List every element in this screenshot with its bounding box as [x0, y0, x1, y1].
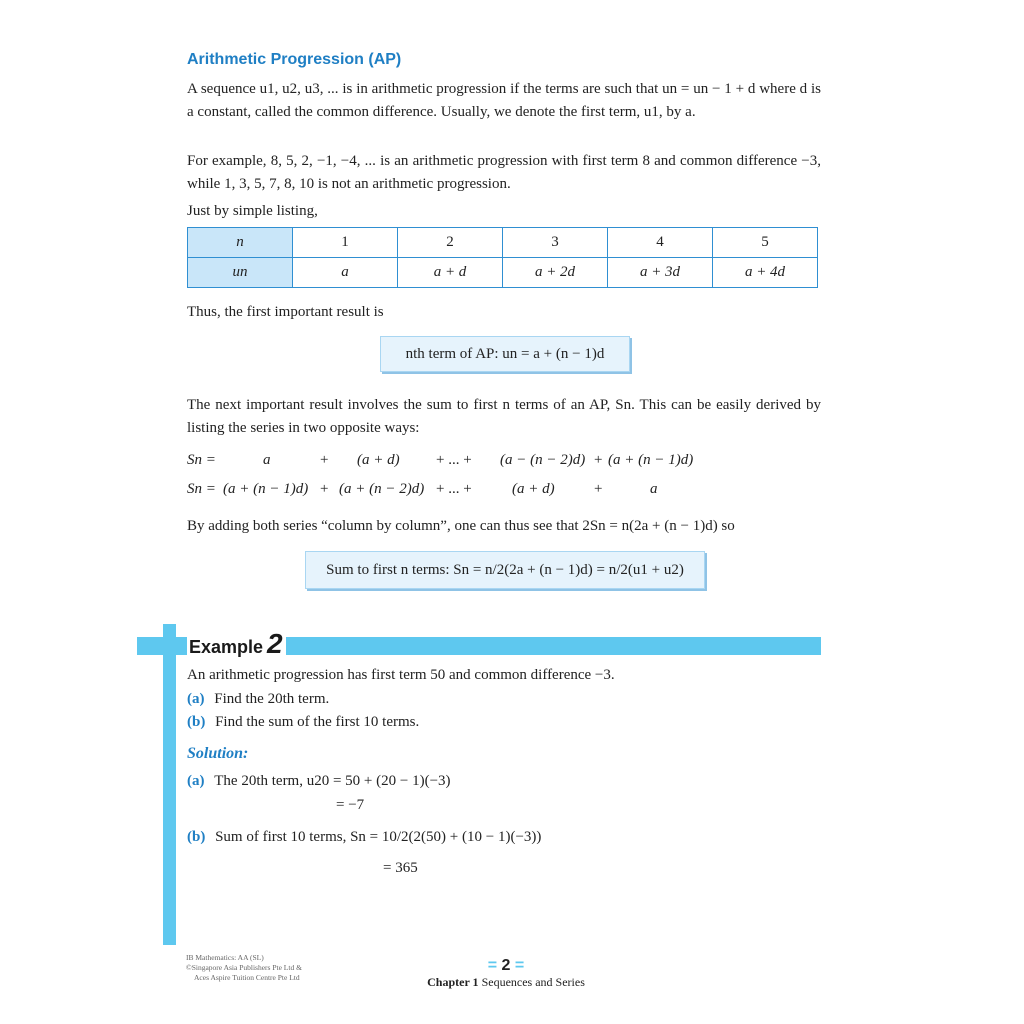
nth-term-formula: nth term of AP: un = a + (n − 1)d: [405, 346, 605, 362]
series-term: (a + (n − 1)d): [223, 481, 309, 497]
sum-formula-box: [305, 551, 705, 589]
example-problem: An arithmetic progression has first term 50 and common difference −3.: [187, 667, 615, 683]
part-text: Find the 20th term.: [214, 691, 330, 707]
solution-b-line2: = 365: [383, 860, 418, 876]
solution-b-line1: Sum of first 10 terms, Sn = 10/2(2(50) + (10 − 1)(−3)): [215, 829, 542, 845]
solution-tag: (b): [187, 829, 206, 845]
table-cell: a + 4d: [713, 258, 818, 288]
example-part-b: [187, 711, 419, 734]
page-number-value: 2: [501, 957, 511, 974]
series-term: (a + d): [357, 452, 400, 468]
series-line-2: [0, 481, 1024, 503]
nth-term-formula-box: [380, 336, 630, 372]
page-number: [0, 957, 1012, 975]
series-term: Sn =: [187, 452, 216, 468]
solution-b: [187, 826, 541, 849]
chapter-label: Chapter 1: [427, 975, 479, 989]
series-term: (a − (n − 2)d): [500, 452, 586, 468]
table-header-un: un: [188, 258, 293, 288]
chapter-footer: [0, 975, 1012, 990]
intro-paragraph: A sequence u1, u2, u3, ... is in arithmetic progression if the terms are such that un = un − 1 + d where d is a constant, called the common difference. Usually, we denote the first term, u1, by a.: [187, 81, 821, 120]
sum-intro-paragraph: The next important result involves the sum to first n terms of an AP, Sn. This can be easily derived by listing the series in two opposite ways:: [187, 397, 821, 436]
listing-text: Just by simple listing,: [187, 203, 318, 219]
table-cell: 3: [503, 228, 608, 258]
page-number-bar-icon: =: [510, 957, 525, 974]
terms-table: [187, 227, 818, 288]
table-cell: a + 2d: [503, 258, 608, 288]
table-row: [188, 228, 818, 258]
part-tag: (a): [187, 691, 205, 707]
table-cell: a + 3d: [608, 258, 713, 288]
example-part-a: [187, 688, 329, 711]
solution-tag: (a): [187, 773, 205, 789]
part-tag: (b): [187, 714, 206, 730]
series-op: +: [320, 481, 329, 497]
example-heading: [187, 628, 286, 660]
example-bar-vertical: [163, 624, 176, 945]
footer-line: ©Singapore Asia Publishers Pte Ltd &: [186, 963, 302, 972]
example-paragraph: For example, 8, 5, 2, −1, −4, ... is an arithmetic progression with first term 8 and common difference −3, while 1, 3, 5, 7, 8, 10 is not an arithmetic progression.: [187, 153, 821, 192]
series-term: a: [263, 452, 271, 468]
section-title: Arithmetic Progression (AP): [187, 51, 402, 68]
table-cell: 4: [608, 228, 713, 258]
series-term: Sn =: [187, 481, 216, 497]
series-term: (a + (n − 1)d): [608, 452, 694, 468]
example-number: 2: [267, 628, 283, 659]
solution-a-line1: The 20th term, u20 = 50 + (20 − 1)(−3): [214, 773, 451, 789]
footer-line: Aces Aspire Tuition Centre Pte Ltd: [194, 973, 300, 982]
part-text: Find the sum of the first 10 terms.: [215, 714, 420, 730]
table-cell: a: [293, 258, 398, 288]
series-op: +: [594, 452, 603, 468]
series-op: + ... +: [436, 452, 472, 468]
table-cell: 1: [293, 228, 398, 258]
series-term: (a + d): [512, 481, 555, 497]
table-cell: 2: [398, 228, 503, 258]
table-row: [188, 258, 818, 288]
table-cell: 5: [713, 228, 818, 258]
series-term: a: [650, 481, 658, 497]
adding-paragraph: By adding both series “column by column”, one can thus see that 2Sn = n(2a + (n − 1)d) so: [187, 518, 735, 534]
sum-formula: Sum to first n terms: Sn = n/2(2a + (n − 1)d) = n/2(u1 + u2): [326, 562, 684, 578]
result1-lead: Thus, the first important result is: [187, 304, 384, 320]
series-line-1: [0, 452, 1024, 474]
solution-label: Solution:: [187, 745, 249, 762]
table-header-n: n: [188, 228, 293, 258]
series-term: (a + (n − 2)d): [339, 481, 425, 497]
series-op: +: [320, 452, 329, 468]
series-op: +: [594, 481, 603, 497]
footer-line: IB Mathematics: AA (SL): [186, 953, 264, 962]
chapter-title: Sequences and Series: [481, 975, 585, 989]
solution-a: [187, 770, 451, 793]
series-op: + ... +: [436, 481, 472, 497]
table-cell: a + d: [398, 258, 503, 288]
solution-a-line2: = −7: [336, 797, 365, 813]
page-number-bar-icon: =: [487, 957, 502, 974]
example-label: Example: [189, 637, 264, 657]
